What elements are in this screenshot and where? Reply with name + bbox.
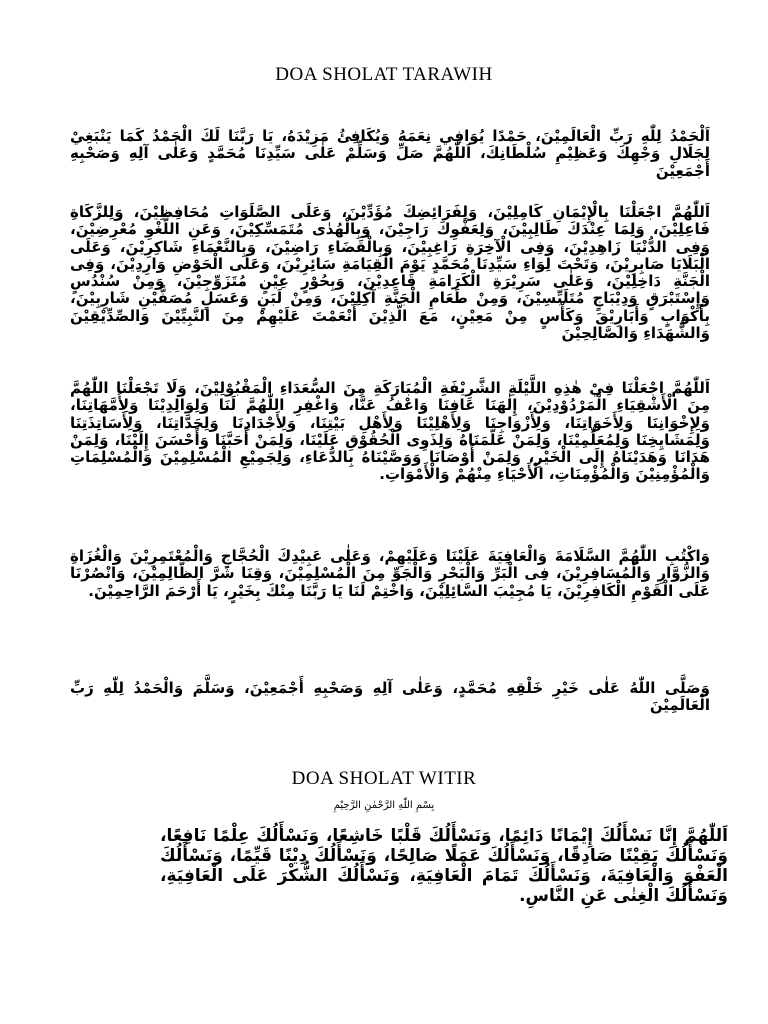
tarawih-iman-paragraph: اَللّٰهُمَّ اجْعَلْنَا بِالْإِيْمَانِ كَامِلِيْنَ، وَلِفَرَائِضِكَ مُؤَدِّيْنَ، وَعَلَى الصَّلَوَاتِ مُحَافِظِيْنَ، وَلِلزَّكَاةِ فَاعِلِيْنَ، وَلِمَا عِنْدَكَ طَالِبِيْنَ، وَلِعَفْوِكَ رَاجِيْنَ، وَبِالْهُدٰى مُتَمَسِّكِيْنَ، وَعَنِ اللَّغْوِ مُعْرِضِيْنَ، وَفِى الدُّنْيَا زَاهِدِيْنَ، وَفِى الْآخِرَةِ رَاغِبِيْنَ، وَبِالْقَضَاءِ رَاضِيْنَ، وَبِالنَّعْمَاءِ شَاكِرِيْنَ، وَعَلَى الْبَلَايَا صَابِرِيْنَ، وَتَحْتَ لِوَاءِ سَيِّدِنَا مُحَمَّدٍ يَوْمَ الْقِيَامَةِ سَائِرِيْنَ، وَعَلَى الْحَوْضِ وَارِدِيْنَ، وَفِى الْجَنَّةِ دَاخِلِيْنَ، وَعَلٰى سَرِيْرَةِ الْكَرَامَةِ قَاعِدِيْنَ، وَبِحُوْرٍ عِيْنٍ مُتَزَوِّجِيْنَ، وَمِنْ سُنْدُسٍ وَإِسْتَبْرَقٍ وَدِيْبَاجٍ مُتَلَبِّسِيْنَ، وَمِنْ طَعَامِ الْجَنَّةِ آكِلِيْنَ، وَمِنْ لَبَنٍ وَعَسَلٍ مُصَفًّيْنِ شَارِبِيْنَ، بِأَكْوَابٍ وَأَبَارِيْقَ وَكَأْسٍ مِنْ مَعِيْنٍ، مَعَ الَّذِيْنَ أَنْعَمْتَ عَلَيْهِمْ مِنَ النَّبِيِّيْنَ وَالصِّدِّيْقِيْنَ وَالشُّهَدَاءِ وَالصَّالِحِيْنَ <box>70 203 710 343</box>
basmala: بِسْمِ اللّٰهِ الرَّحْمٰنِ الرَّحِيْمِ <box>333 800 435 811</box>
tarawih-safety-paragraph: وَاكْتُبِ اللّٰهُمَّ السَّلَامَةَ وَالْعَافِيَةَ عَلَيْنَا وَعَلَيْهِمْ، وَعَلٰى عَبِيْدِكَ الْحُجَّاجِ وَالْمُعْتَمِرِيْنَ وَالْغُزَاةِ وَالزُّوَّارِ وَالْمُسَافِرِيْنَ، فِى الْبَرِّ وَالْبَحْرِ وَالْجَوِّ مِنَ الْمُسْلِمِيْنَ، وَقِنَا شَرَّ الظَّالِمِيْنَ، وَانْصُرْنَا عَلَى الْقَوْمِ الْكَافِرِيْنَ، يَا مُجِيْبَ السَّائِلِيْنَ، وَاخْتِمْ لَنَا يَا رَبَّنَا مِنْكَ بِخَيْرٍ، يَا أَرْحَمَ الرَّاحِمِيْنَ. <box>70 547 710 600</box>
tarawih-opening-paragraph: اَلْحَمْدُ لِلّٰهِ رَبِّ الْعَالَمِيْنَ، حَمْدًا يُوَافِي نِعَمَهُ وَيُكَافِئُ مَزِيْدَهُ، يَا رَبَّنَا لَكَ الْحَمْدُ كَمَا يَنْبَغِيْ لِجَلَالِ وَجْهِكَ وَعَظِيْمِ سُلْطَانِكَ، اَللّٰهُمَّ صَلِّ وَسَلِّمْ عَلٰى سَيِّدِنَا مُحَمَّدٍ وَعَلٰى آلِهِ وَصَحْبِهِ أَجْمَعِيْنَ <box>70 127 710 180</box>
tarawih-forgiveness-paragraph: اَللّٰهُمَّ اجْعَلْنَا فِيْ هٰذِهِ اللَّيْلَةِ الشَّرِيْفَةِ الْمُبَارَكَةِ مِنَ السُّعَدَاءِ الْمَقْبُوْلِيْنَ، وَلَا تَجْعَلْنَا اللّٰهُمَّ مِنَ الْأَشْقِيَاءِ الْمَرْدُوْدِيْنَ، إِلٰهَنَا عَافِنَا وَاعْفُ عَنَّا، وَاغْفِرِ اللّٰهُمَّ لَنَا وَلِوَالِدِيْنَا وَلِأُمَّهَاتِنَا، وَلِإِخْوَانِنَا وَلِأَخَوَاتِنَا، وَلِأَزْوَاجِنَا وَلِأَهْلِيْنَا وَلِأَهْلِ بَيْتِنَا، وَلِأَجْدَادِنَا وَلِجَدَّاتِنَا، وَلِأَسَاتِذَتِنَا وَلِمَشَايِخِنَا وَلِمُعَلِّمِيْنَا، وَلِمَنْ عَلَّمَنَاهُ وَلِذَوِى الْحُقُوْقِ عَلَيْنَا، وَلِمَنْ أَحَبَّنَا وَأَحْسَنَ إِلَيْنَا، وَلِمَنْ هَدَانَا وَهَدَيْنَاهُ إِلَى الْخَيْرِ، وَلِمَنْ أَوْصَانَا وَوَصَّيْنَاهُ بِالدُّعَاءِ، وَلِجَمِيْعِ الْمُسْلِمِيْنَ وَالْمُسْلِمَاتِ وَالْمُؤْمِنِيْنَ وَالْمُؤْمِنَاتِ، الْأَحْيَاءِ مِنْهُمْ وَالْأَمْوَاتِ. <box>70 379 710 484</box>
witir-prayer-paragraph: اَللّٰهُمَّ إِنَّا نَسْأَلُكَ إِيْمَانًا دَائِمًا، وَنَسْأَلُكَ قَلْبًا خَاشِعًا، وَنَسْأَلُكَ عِلْمًا نَافِعًا، وَنَسْأَلُكَ يَقِيْنًا صَادِقًا، وَنَسْأَلُكَ عَمَلًا صَالِحًا، وَنَسْأَلُكَ دِيْنًا قَيِّمًا، وَنَسْأَلُكَ الْعَفْوَ وَالْعَافِيَةَ، وَنَسْأَلُكَ تَمَامَ الْعَافِيَةِ، وَنَسْأَلُكَ الشُّكْرَ عَلَى الْعَافِيَةِ، وَنَسْأَلُكَ الْغِنٰى عَنِ النَّاسِ. <box>160 826 728 906</box>
witir-title: DOA SHOLAT WITIR <box>291 768 477 789</box>
tarawih-closing-paragraph: وَصَلَّى اللّٰهُ عَلٰى خَيْرِ خَلْقِهِ مُحَمَّدٍ، وَعَلٰى آلِهِ وَصَحْبِهِ أَجْمَعِيْنَ، وَسَلَّمَ وَالْحَمْدُ لِلّٰهِ رَبِّ الْعَالَمِيْنَ <box>70 679 710 715</box>
tarawih-title: DOA SHOLAT TARAWIH <box>275 64 493 85</box>
